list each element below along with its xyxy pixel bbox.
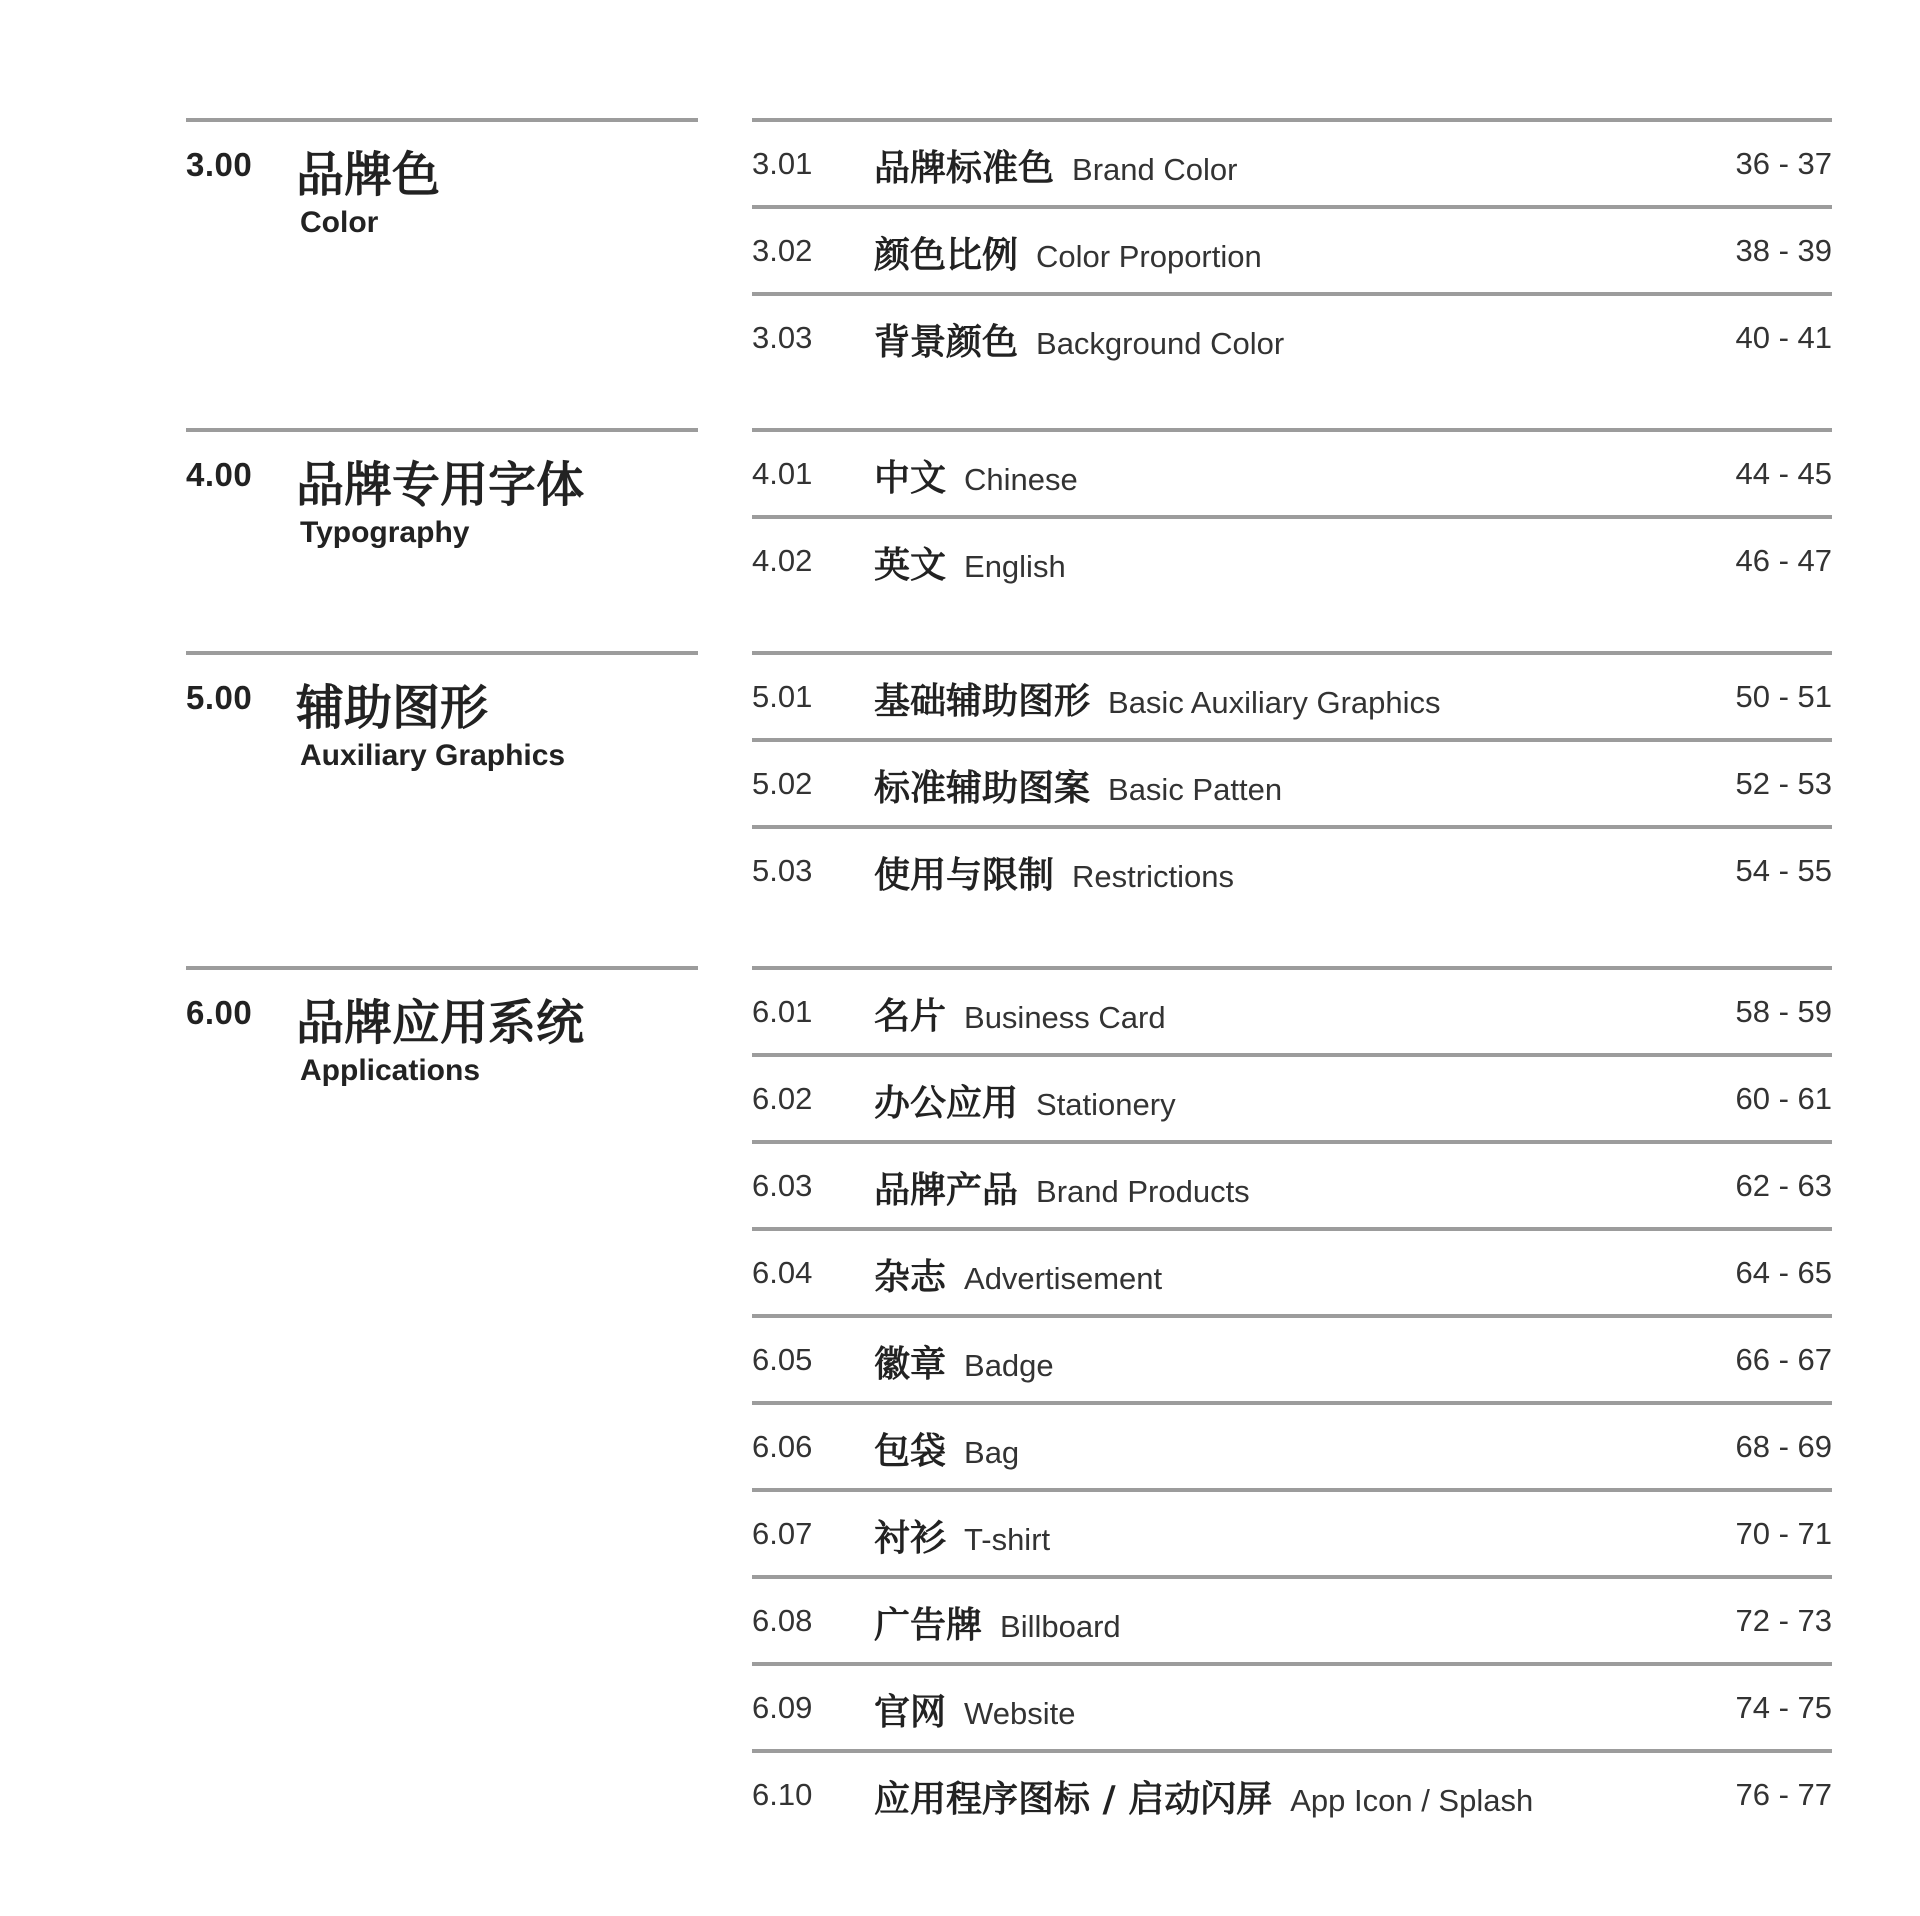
entry-pages: 40 - 41 [1735, 320, 1832, 355]
section-title-en: Auxiliary Graphics [300, 739, 566, 772]
entry-title [874, 847, 1234, 898]
entry-title [874, 1162, 1250, 1213]
entry-title-en: Background Color [1036, 326, 1285, 361]
entry-title-en: Website [964, 1696, 1076, 1731]
entry-title-en: Brand Color [1072, 152, 1238, 187]
toc-entry[interactable] [752, 738, 1832, 825]
section-number: 6.00 [186, 994, 253, 1031]
entry-title-en: T-shirt [964, 1522, 1051, 1557]
entry-title-zh: 使用与限制 [874, 855, 1055, 896]
entry-pages: 64 - 65 [1735, 1255, 1832, 1290]
entry-pages: 74 - 75 [1735, 1690, 1832, 1725]
toc-entry[interactable] [752, 1488, 1832, 1575]
section-title-en: Applications [300, 1054, 481, 1087]
entry-title-en: Business Card [964, 1000, 1166, 1035]
toc-entry[interactable] [752, 1749, 1832, 1836]
entry-title [874, 227, 1262, 278]
entry-number: 6.06 [752, 1429, 813, 1464]
entry-title [874, 1423, 1019, 1474]
entry-pages: 36 - 37 [1735, 146, 1832, 181]
entry-title-zh: 杂志 [874, 1257, 947, 1298]
entry-pages: 38 - 39 [1735, 233, 1832, 268]
entry-number: 6.05 [752, 1342, 813, 1377]
entry-title [874, 673, 1441, 724]
entry-title [874, 988, 1166, 1039]
section-header [186, 966, 698, 1087]
entry-title-zh: 颜色比例 [874, 235, 1019, 276]
entry-number: 5.01 [752, 679, 813, 714]
entry-title-zh: 官网 [874, 1692, 947, 1733]
entry-number: 3.03 [752, 320, 813, 355]
toc-entry[interactable] [752, 1401, 1832, 1488]
toc-entry[interactable] [752, 1662, 1832, 1749]
entry-title-en: Restrictions [1072, 859, 1234, 894]
entry-number: 3.02 [752, 233, 813, 268]
entry-pages: 72 - 73 [1735, 1603, 1832, 1638]
entry-pages: 58 - 59 [1735, 994, 1832, 1029]
entry-title-zh: 办公应用 [874, 1083, 1019, 1124]
entry-number: 6.07 [752, 1516, 813, 1551]
toc-entry[interactable] [752, 1227, 1832, 1314]
entry-pages: 52 - 53 [1735, 766, 1832, 801]
entry-title-en: Basic Patten [1108, 772, 1283, 807]
entry-title-zh: 包袋 [874, 1431, 947, 1472]
entry-title-zh: 背景颜色 [874, 322, 1019, 363]
toc-entry[interactable] [752, 292, 1832, 379]
section-number: 5.00 [186, 679, 253, 716]
section-header [186, 118, 698, 239]
entry-title-zh: 衬衫 [874, 1518, 947, 1559]
entry-title [874, 1075, 1176, 1126]
section-entries [752, 966, 1832, 1836]
entry-title-en: Color Proportion [1036, 239, 1262, 274]
section-entries [752, 651, 1832, 912]
entry-title-zh: 品牌产品 [874, 1170, 1019, 1211]
section-entries [752, 118, 1832, 379]
entry-title-en: Bag [964, 1435, 1020, 1470]
section-title-en: Typography [300, 516, 470, 549]
entry-title-zh: 广告牌 [874, 1605, 983, 1646]
entry-number: 5.02 [752, 766, 813, 801]
entry-pages: 62 - 63 [1735, 1168, 1832, 1203]
toc-entry[interactable] [752, 966, 1832, 1053]
entry-pages: 44 - 45 [1735, 456, 1832, 491]
entry-title-zh: 标准辅助图案 [874, 768, 1091, 809]
entry-title-en: Stationery [1036, 1087, 1176, 1122]
toc-entry[interactable] [752, 1575, 1832, 1662]
toc-entry[interactable] [752, 1053, 1832, 1140]
entry-title [874, 1684, 1075, 1735]
entry-title-en: Chinese [964, 462, 1078, 497]
entry-title [874, 1510, 1050, 1561]
toc-entry[interactable] [752, 1314, 1832, 1401]
entry-number: 4.02 [752, 543, 813, 578]
entry-number: 6.09 [752, 1690, 813, 1725]
toc-entry[interactable] [752, 205, 1832, 292]
entry-title [874, 140, 1237, 191]
entry-title [874, 760, 1282, 811]
toc-entry[interactable] [752, 1140, 1832, 1227]
entry-pages: 60 - 61 [1735, 1081, 1832, 1116]
entry-pages: 76 - 77 [1735, 1777, 1832, 1812]
entry-number: 6.04 [752, 1255, 813, 1290]
entry-number: 4.01 [752, 456, 813, 491]
entry-title-en: Brand Products [1036, 1174, 1250, 1209]
toc-entry[interactable] [752, 825, 1832, 912]
entry-pages: 66 - 67 [1735, 1342, 1832, 1377]
entry-title [874, 537, 1066, 588]
section-header [186, 651, 698, 772]
entry-title-zh: 中文 [874, 458, 947, 499]
section-title-zh: 辅助图形 [296, 680, 489, 736]
entry-title [874, 450, 1078, 501]
entry-title-en: Badge [964, 1348, 1054, 1383]
entry-title [874, 1336, 1054, 1387]
entry-title [874, 1771, 1533, 1822]
entry-title-en: App Icon / Splash [1290, 1783, 1534, 1818]
entry-title-zh: 品牌标准色 [874, 148, 1055, 189]
entry-pages: 68 - 69 [1735, 1429, 1832, 1464]
entry-number: 6.08 [752, 1603, 813, 1638]
section-entries [752, 428, 1832, 602]
entry-title [874, 1249, 1162, 1300]
toc-entry[interactable] [752, 651, 1832, 738]
entry-number: 5.03 [752, 853, 813, 888]
entry-title-zh: 基础辅助图形 [874, 681, 1091, 722]
entry-pages: 54 - 55 [1735, 853, 1832, 888]
entry-title-en: Advertisement [964, 1261, 1163, 1296]
section-number: 3.00 [186, 146, 253, 183]
entry-title-en: English [964, 549, 1066, 584]
entry-number: 6.02 [752, 1081, 813, 1116]
section-header [186, 428, 698, 549]
entry-number: 6.03 [752, 1168, 813, 1203]
entry-title-en: Basic Auxiliary Graphics [1108, 685, 1441, 720]
entry-title-zh: 应用程序图标 / 启动闪屏 [874, 1779, 1273, 1820]
entry-title-zh: 名片 [874, 996, 947, 1037]
entry-pages: 46 - 47 [1735, 543, 1832, 578]
entry-title-zh: 英文 [874, 545, 947, 586]
entry-title [874, 314, 1284, 365]
entry-pages: 50 - 51 [1735, 679, 1832, 714]
entry-pages: 70 - 71 [1735, 1516, 1832, 1551]
section-number: 4.00 [186, 456, 253, 493]
section-title-en: Color [300, 206, 379, 239]
entry-title-zh: 徽章 [874, 1344, 947, 1385]
entry-number: 6.10 [752, 1777, 813, 1812]
toc-entry[interactable] [752, 428, 1832, 515]
toc-entry[interactable] [752, 515, 1832, 602]
section-title-zh: 品牌应用系统 [296, 995, 585, 1051]
entry-number: 3.01 [752, 146, 813, 181]
section-title-zh: 品牌专用字体 [296, 457, 585, 513]
toc-entry[interactable] [752, 118, 1832, 205]
section-title-zh: 品牌色 [296, 147, 441, 203]
entry-title-en: Billboard [1000, 1609, 1121, 1644]
entry-title [874, 1597, 1121, 1648]
entry-number: 6.01 [752, 994, 813, 1029]
